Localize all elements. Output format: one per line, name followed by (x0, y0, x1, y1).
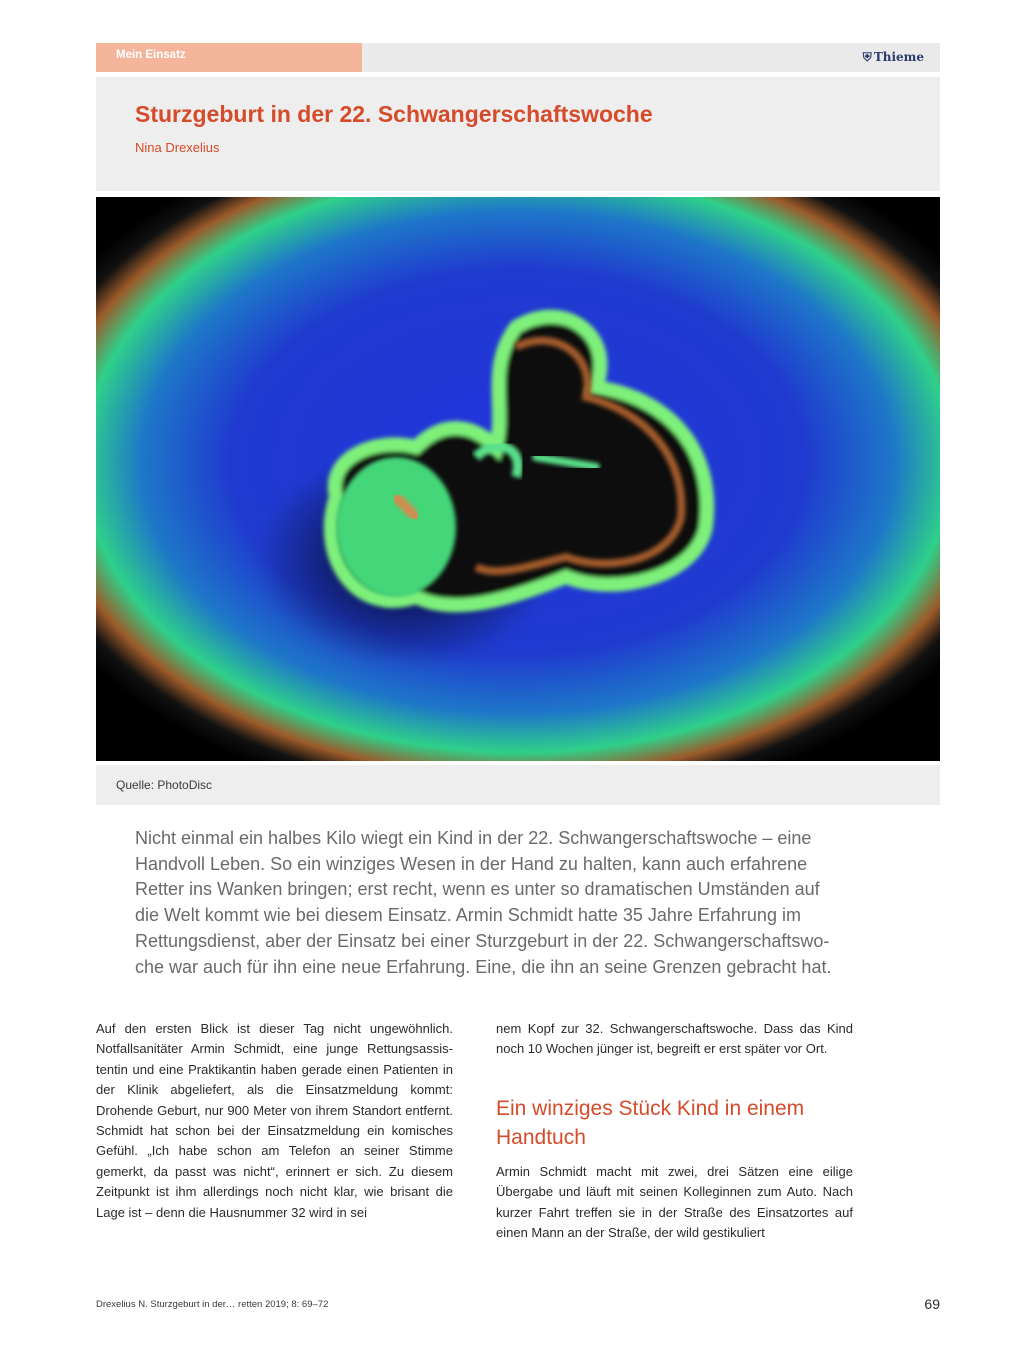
figure-caption-box (96, 765, 940, 805)
section-subheading: Ein winziges Stück Kind in einem Handtuch (496, 1097, 805, 1149)
publisher-logo (863, 50, 924, 65)
body-column-left: Auf den ersten Blick ist dieser Tag nicht ungewöhnlich. Notfallsanitäter Armin Schmidt, eine junge Rettungsassistentin und eine Praktikantin haben gerade einen Patienten in der Klinik abgeliefert, als die Einsatzmeldung kommt: Drohende Geburt, nur 900 Meter von ihrem Standort entfernt. Schmidt hat schon bei der Einsatzmeldung ein komisches Gefühl. „Ich habe schon am Telefon an seiner Stimme gemerkt, da passt was nicht“, erinnert er sich. Zu diesem Zeitpunkt ist ihm allerdings noch nicht klar, wie brisant die Lage ist – denn die Hausnummer 32 wird in sei (96, 1021, 453, 1220)
article-header (96, 77, 940, 191)
article-title: Sturzgeburt in der 22. Schwangerschaftswoche (135, 101, 653, 127)
publisher-name: Thieme (873, 50, 924, 64)
body-column-right-bottom: Armin Schmidt macht mit zwei, drei Sätzen eine eilige Übergabe und läuft mit seinen Kolleginnen zum Auto. Nach kurzer Fahrt treffen sie in der Straße des Einsatzortes auf einen Mann an der Straße, der wild gestikuliert (496, 1164, 853, 1241)
crest-icon: ⛨ (862, 50, 872, 64)
lead-paragraph: Nicht einmal ein halbes Kilo wiegt ein Kind in der 22. Schwangerschaftswoche – eine Handvoll Leben. So ein winziges Wesen in der Hand zu halten, kann auch erfahrene Retter ins Wanken bringen; erst recht, wenn es unter so dramatischen Umständen auf die Welt kommt wie bei diesem Einsatz. Armin Schmidt hatte 35 Jahre Erfahrung im Rettungsdienst, aber der Einsatz bei einer Sturzgeburt in der 22. Schwangerschaftswoche war auch für ihn eine neue Erfahrung. Eine, die ihn an seine Grenzen gebracht hat. (135, 828, 832, 977)
top-bar (96, 43, 940, 72)
article-author: Nina Drexelius (135, 140, 220, 155)
section-label: Mein Einsatz (96, 43, 362, 72)
page-number: 69 (924, 1296, 940, 1312)
body-column-right-top: nem Kopf zur 32. Schwangerschaftswoche. Dass das Kind noch 10 Wochen jünger ist, begreift er erst später vor Ort. (496, 1021, 853, 1057)
footer-citation: Drexelius N. Sturzgeburt in der… retten 2019; 8: 69–72 (96, 1299, 329, 1310)
figure-caption: Quelle: PhotoDisc (116, 778, 213, 792)
fetus-image (96, 197, 940, 761)
